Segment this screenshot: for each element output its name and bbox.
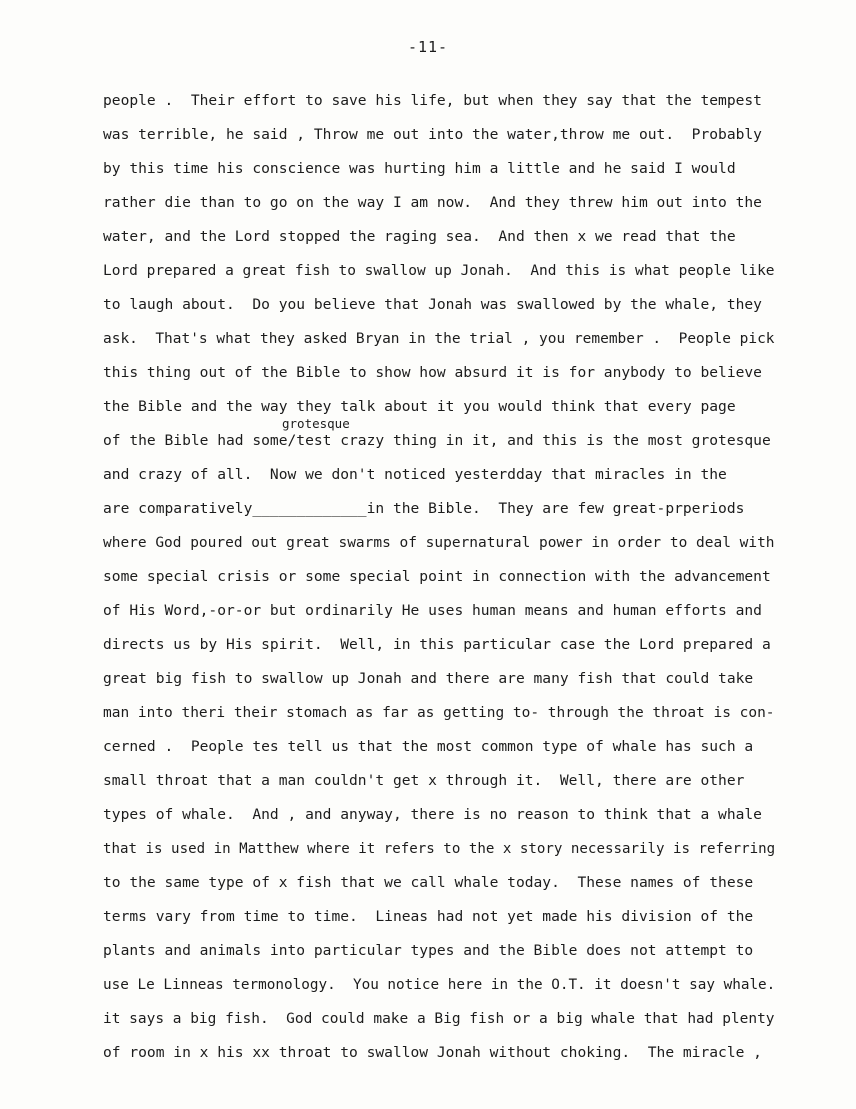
text-line-22: types of whale. And , and anyway, there is no reason to think that a whale (103, 806, 762, 823)
text-line-16: of His Word,-or-or but ordinarily He uses human means and human efforts and (103, 602, 762, 619)
text-line-8: ask. That's what they asked Bryan in the trial , you remember . People pick (103, 330, 775, 347)
text-line-27: use Le Linneas termonology. You notice here in the O.T. it doesn't say whale. (103, 976, 776, 993)
text-line-17: directs us by His spirit. Well, in this particular case the Lord prepared a (103, 636, 771, 653)
text-line-24: to the same type of x fish that we call whale today. These names of these (103, 874, 754, 891)
text-line-13: are comparatively_____________in the Bible. They are few great-prperiods (103, 500, 745, 517)
interlinear-correction: grotesque (282, 416, 350, 431)
text-line-10: the Bible and the way they talk about it you would think that every page (103, 398, 736, 415)
text-line-2: was terrible, he said , Throw me out into the water,throw me out. Probably (103, 126, 762, 143)
text-line-29: of room in x his xx throat to swallow Jonah without choking. The miracle , (103, 1044, 762, 1061)
text-line-23: that is used in Matthew where it refers to the x story necessarily is referring (103, 840, 776, 857)
text-line-14: where God poured out great swarms of supernatural power in order to deal with (103, 534, 775, 551)
text-line-3: by this time his conscience was hurting him a little and he said I would (103, 160, 736, 177)
text-line-21: small throat that a man couldn't get x through it. Well, there are other (103, 772, 745, 789)
text-line-5: water, and the Lord stopped the raging sea. And then x we read that the (103, 228, 736, 245)
text-line-19: man into theri their stomach as far as getting to- through the throat is con- (103, 704, 775, 721)
text-line-20: cerned . People tes tell us that the most common type of whale has such a (103, 738, 754, 755)
text-line-1: people . Their effort to save his life, but when they say that the tempest (103, 92, 762, 109)
text-line-4: rather die than to go on the way I am now. And they threw him out into the (103, 194, 762, 211)
text-line-26: plants and animals into particular types and the Bible does not attempt to (103, 942, 754, 959)
text-line-11: of the Bible had some/test crazy thing in it, and this is the most grotesque (103, 432, 771, 449)
text-line-28: it says a big fish. God could make a Big fish or a big whale that had plenty (103, 1010, 775, 1027)
page-number: -11- (407, 38, 449, 56)
text-line-12: and crazy of all. Now we don't noticed yesterdday that miracles in the (103, 466, 727, 483)
text-line-15: some special crisis or some special point in connection with the advancement (103, 568, 771, 585)
text-line-18: great big fish to swallow up Jonah and there are many fish that could take (103, 670, 754, 687)
text-line-7: to laugh about. Do you believe that Jonah was swallowed by the whale, they (103, 296, 762, 313)
text-line-9: this thing out of the Bible to show how absurd it is for anybody to believe (103, 364, 762, 381)
text-line-25: terms vary from time to time. Lineas had not yet made his division of the (103, 908, 754, 925)
text-line-6: Lord prepared a great fish to swallow up Jonah. And this is what people like (103, 262, 775, 279)
